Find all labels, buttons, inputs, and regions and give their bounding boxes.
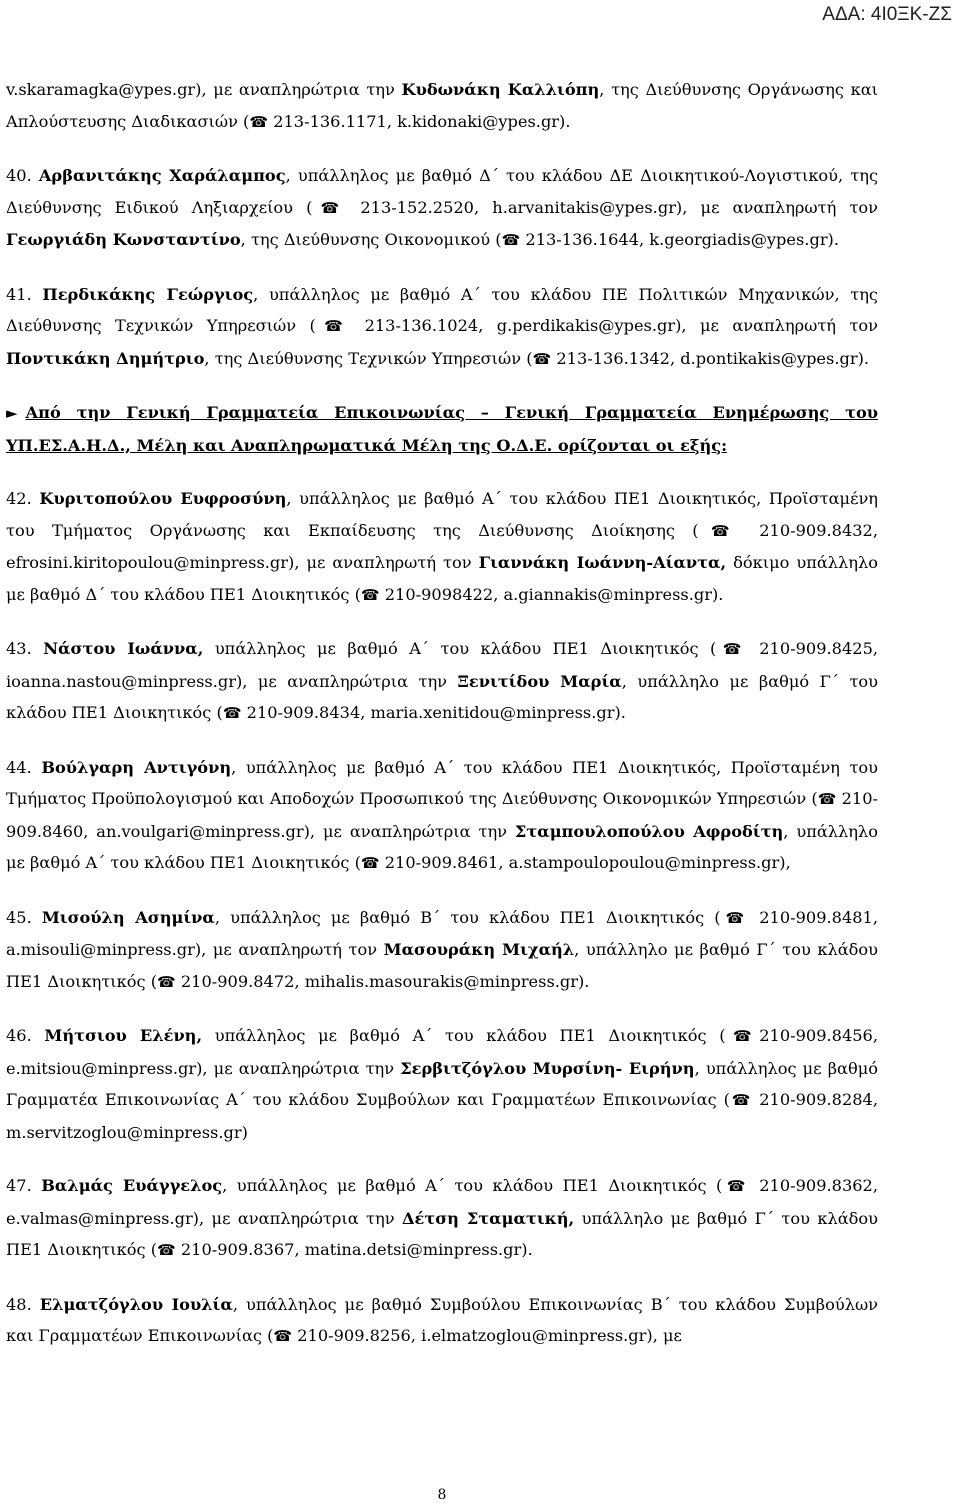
text: 210-909.8434, maria.xenitidou@minpress.gr). [241,703,626,722]
paragraph-47 [6,1170,878,1267]
telephone-icon: ☎ [532,349,552,368]
text: , υπάλληλο με βαθμό Γ΄ του κλάδου ΠΕ1 Διοικητικός ( [6,940,879,991]
person-name: Μήτσιου Ελένη, [44,1026,203,1045]
text: , υπάλληλος με βαθμό Συμβούλου Επικοινωνίας Β΄ του κλάδου Συμβούλων και Γραμματέων Επικοινωνίας ( [6,1294,878,1345]
text: , υπάλληλος με βαθμό Α΄ του κλάδου ΠΕ Πολιτικών Μηχανικών, της Διεύθυνσης Τεχνικών Υπηρεσιών ( [6,284,878,335]
item-number: 45. [6,907,42,927]
document-body [6,74,878,1353]
text: 213-136.1171, k.kidonaki@ypes.gr). [268,111,571,131]
paragraph-41 [6,279,878,376]
item-number: 46. [6,1026,45,1045]
telephone-icon: ☎ [312,198,348,217]
person-name: Σερβιτζόγλου Μυρσίνη- Ειρήνη [400,1058,695,1078]
text: , υπάλληλος με βαθμό Β΄ του κλάδου ΠΕ1 Διοικητικός ( [214,907,721,927]
person-name: Περδικάκης Γεώργιος [42,284,254,304]
text: υπάλληλος με βαθμό Α΄ του κλάδου ΠΕ1 Διοικητικός ( [202,1026,726,1045]
person-name: Βαλμάς Ευάγγελος [41,1176,223,1195]
person-name: Μισούλη Ασημίνα [41,907,215,927]
telephone-icon: ☎ [273,1327,293,1345]
person-name: Δέτση Σταματική, [401,1208,575,1228]
person-name: Μασουράκη Μιχαήλ [383,940,575,959]
text: , υπάλληλος με βαθμό Δ΄ του κλάδου ΔΕ Διοικητικού-Λογιστικού, της Διεύθυνσης Ειδικού Ληξιαρχείου ( [6,166,879,217]
person-name: Κυδωνάκη Καλλιόπη [401,80,600,99]
telephone-icon: ☎ [725,1027,760,1045]
item-number: 41. [6,284,43,304]
text: 210-909.8432, efrosini.kiritopoulou@minpress.gr), με αναπληρωτή τον [6,520,879,572]
paragraph-40 [6,160,878,257]
text: v.skaramagka@ypes.gr), με αναπληρώτρια την [6,80,402,99]
text: , της Διεύθυνσης Τεχνικών Υπηρεσιών ( [204,348,533,368]
telephone-icon: ☎ [222,704,242,722]
person-name: Αρβανιτάκης Χαράλαμπος [38,166,286,185]
text: 210-909.8456, e.mitsiou@minpress.gr), με αναπληρώτρια την [6,1026,879,1078]
text: , της Διεύθυνσης Οργάνωσης και Απλούστευσης Διαδικασιών ( [6,80,878,131]
person-name: Ξενιτίδου Μαρία [457,671,622,691]
text: 210-9098422, a.giannakis@minpress.gr). [379,584,724,604]
text: , υπάλληλος με βαθμό Γραμματέα Επικοινωνίας Α΄ του κλάδου Συμβούλων και Γραμματέων Επικοινωνίας ( [6,1058,878,1109]
person-name: Γιαννάκη Ιωάννη-Αίαντα, [478,553,727,572]
telephone-icon: ☎ [315,317,352,335]
item-number: 44. [6,757,42,777]
section-heading-text: Από την Γενική Γραμματεία Επικοινωνίας – Γενική Γραμματεία Ενημέρωσης του ΥΠ.ΕΣ.Α.Η.Δ., Μέλη και Αναπληρωματικά Μέλη της Ο.Δ.Ε. ορίζονται οι εξής: [6,403,878,455]
person-name: Βούλγαρη Αντιγόνη [41,757,232,777]
telephone-icon: ☎ [722,1177,750,1195]
text: , υπάλληλο με βαθμό Α΄ του κλάδου ΠΕ1 Διοικητικός ( [6,821,878,872]
page-number: 8 [437,1487,447,1503]
telephone-icon: ☎ [720,908,750,927]
paragraph-46 [6,1020,878,1148]
text: 210-909.8481, a.misouli@minpress.gr), με αναπληρωτή τον [6,907,878,959]
text: δόκιμο υπάλληλο με βαθμό Δ΄ του κλάδου ΠΕ1 Διοικητικός ( [6,553,878,604]
telephone-icon: ☎ [157,1241,176,1259]
text: 210-909.8425, ioanna.nastou@minpress.gr), με αναπληρώτρια την [6,639,879,691]
item-number: 48. [6,1294,40,1314]
text: 210-909.8367, matina.detsi@minpress.gr). [175,1240,533,1259]
person-name: Γεωργιάδη Κωνσταντίνο [6,230,241,249]
paragraph-48 [6,1289,878,1353]
text: 210-909.8472, mihalis.masourakis@minpress.gr). [175,971,590,991]
telephone-icon: ☎ [360,854,380,872]
text: , της Διεύθυνσης Οικονομικού ( [240,230,502,249]
person-name: Σταμπουλοπούλου Αφροδίτη [514,821,784,841]
arrow-right-icon: ► [6,404,18,422]
telephone-icon: ☎ [501,231,521,249]
paragraph-45 [6,902,878,999]
text: υπάλληλο με βαθμό Γ΄ του κλάδου ΠΕ1 Διοικητικός ( [6,1208,878,1259]
item-number: 42. [6,489,40,508]
paragraph-43 [6,633,878,730]
text: 210-909.8461, a.stampoulopoulou@minpress.gr), [379,853,791,872]
telephone-icon: ☎ [360,585,380,604]
text: 210-909.8362, e.valmas@minpress.gr), με αναπληρώτρια την [6,1176,878,1228]
text: 213-136.1644, k.georgiadis@ypes.gr). [520,230,840,249]
text: 213-136.1342, d.pontikakis@ypes.gr). [551,348,870,368]
paragraph-44 [6,752,878,880]
text: 210-909.8256, i.elmatzoglou@minpress.gr), με [292,1326,682,1345]
paragraph-42 [6,483,878,611]
section-heading [6,397,878,461]
item-number: 40. [6,166,39,185]
text: 213-136.1024, g.perdikakis@ypes.gr), με αναπληρωτή τον [351,316,878,335]
person-name: Νάστου Ιωάννα, [43,639,204,658]
text: , υπάλληλος με βαθμό Α΄ του κλάδου ΠΕ1 Διοικητικός, Προϊσταμένη του Τμήματος Οργάνωσης και Εκπαίδευσης της Διεύθυνσης Διοίκησης ( [6,489,878,540]
ada-code: ΑΔΑ: 4Ι0ΞΚ-ΖΣ [822,4,952,25]
person-name: Κυριτοπούλου Ευφροσύνη [39,489,287,508]
text: , υπάλληλος με βαθμό Α΄ του κλάδου ΠΕ1 Διοικητικός ( [222,1176,723,1195]
telephone-icon: ☎ [157,972,176,991]
text: , υπάλληλο με βαθμό Γ΄ του κλάδου ΠΕ1 Διοικητικός ( [6,671,878,722]
text: 210-909.8460, an.voulgari@minpress.gr), με αναπληρώτρια την [6,789,878,841]
paragraph-intro [6,74,878,138]
item-number: 47. [6,1176,42,1195]
telephone-icon: ☎ [249,112,269,131]
text: , υπάλληλος με βαθμό Α΄ του κλάδου ΠΕ1 Διοικητικός, Προϊσταμένη του Τμήματος Προϋπολογισμού και Αποδοχών Προσωπικού της Διεύθυνσης Οικονομικών Υπηρεσιών ( [6,757,878,808]
text: 213-152.2520, h.arvanitakis@ypes.gr), με αναπληρωτή τον [347,197,878,217]
person-name: Ποντικάκη Δημήτριο [6,348,205,368]
telephone-icon: ☎ [698,521,742,540]
person-name: Ελματζόγλου Ιουλία [39,1294,233,1314]
item-number: 43. [6,639,44,658]
text: υπάλληλος με βαθμό Α΄ του κλάδου ΠΕ1 Διοικητικός ( [203,639,717,658]
telephone-icon: ☎ [817,790,837,808]
telephone-icon: ☎ [716,640,748,658]
telephone-icon: ☎ [729,1091,753,1109]
text: 210-909.8284, m.servitzoglou@minpress.gr) [6,1090,878,1142]
